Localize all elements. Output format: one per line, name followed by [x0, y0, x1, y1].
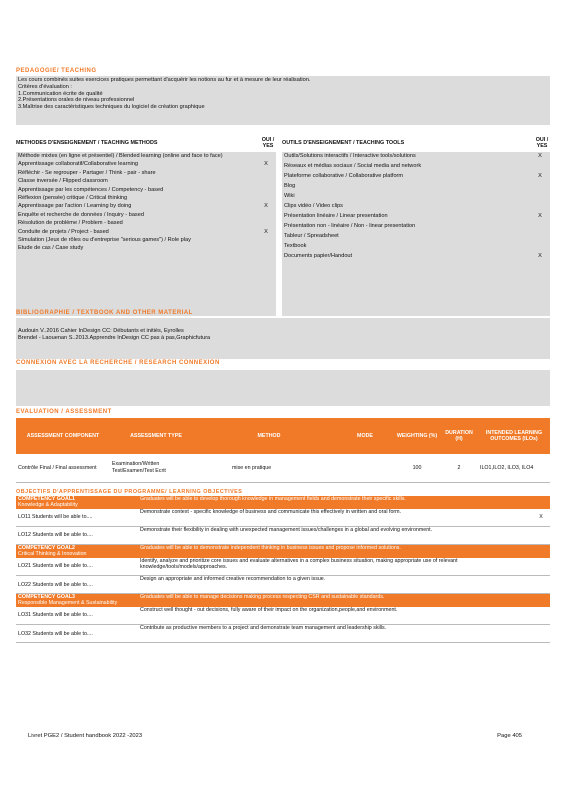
evaluation-table: [16, 418, 550, 483]
check-mark: [532, 607, 550, 625]
tools-column: [282, 134, 550, 316]
eval-method: mise en pratique: [202, 454, 336, 482]
check-mark: X: [538, 252, 542, 259]
check-mark: [258, 153, 274, 160]
tool-row: [284, 213, 548, 220]
check-mark: [532, 193, 548, 200]
tools-header-oui: OUI / YES: [535, 137, 549, 149]
check-mark: [258, 187, 274, 194]
page-footer: [28, 733, 522, 739]
method-label: Résolution de problème / Problem - based: [18, 220, 123, 227]
check-mark: [258, 170, 274, 177]
method-label: Simulation (Jeux de rôles ou d'entreprise "serious games") / Role play: [18, 236, 191, 243]
method-row: [18, 195, 274, 202]
pedagogy-text: [16, 76, 550, 125]
check-mark: [532, 183, 548, 190]
evaluation-row: [16, 454, 550, 482]
tool-label: Plateforme collaborative / Collaborative platform: [284, 172, 404, 179]
competency-goal-label: COMPETENCY GOAL1: [18, 496, 75, 502]
method-label: Etude de cas / Case study: [18, 245, 84, 252]
tools-header: [282, 134, 550, 152]
pedagogy-line: 1.Communication écrite de qualité: [18, 90, 103, 97]
check-mark: [532, 625, 550, 643]
check-mark: [258, 245, 274, 252]
learning-objective-row: [16, 509, 550, 527]
check-mark: [258, 212, 274, 219]
tool-row: [284, 253, 548, 260]
check-mark: X: [532, 509, 550, 527]
eval-header-mode: MODE: [336, 418, 394, 454]
learning-objective-text: Demonstrate their flexibility in dealing with unexpected management issues/challenges in a global and evolving environment.: [120, 527, 532, 545]
learning-objective-row: [16, 607, 550, 625]
footer-handbook: Livret PGE2 / Student handbook 2022 -2023: [28, 733, 143, 739]
tool-label: Textbook: [284, 242, 307, 249]
learning-objective-id: LO22 Students will be able to....: [16, 576, 120, 594]
bibliography-title: BIBLIOGRAPHIE / TEXTBOOK AND OTHER MATERIAL: [16, 310, 193, 316]
tool-label: Wiki: [284, 192, 295, 199]
bibliography-text: [16, 318, 550, 359]
competency-goal-name: Responsible Management & Sustainability: [18, 600, 118, 607]
method-label: Méthode mixtes (en ligne et présentiel) / Blended learning (online and face to face): [18, 153, 223, 159]
method-label: Réflexion (pensée) critique / Critical thinking: [18, 194, 128, 201]
learning-objective-id: LO21 Students will be able to....: [16, 558, 120, 576]
tools-header-label: OUTILS D'ENSEIGNEMENT / TEACHING TOOLS: [282, 140, 405, 146]
eval-component: Contrôle Final / Final assessment: [16, 454, 110, 482]
objectives-section: [16, 489, 550, 643]
pedagogy-line: 2.Présentations orales de niveau professionnel: [18, 97, 135, 104]
check-mark: X: [538, 212, 542, 219]
methods-section: [16, 134, 550, 316]
tools-list: [282, 152, 550, 316]
method-label: Enquête et recherche de données / Inquiry - based: [18, 211, 144, 218]
tool-row: [284, 223, 548, 230]
tool-row: [284, 203, 548, 210]
check-mark: X: [264, 161, 268, 168]
tool-label: Clips vidéo / Video clips: [284, 202, 343, 209]
eval-weighting: 100: [394, 454, 440, 482]
competency-goal-cell: [16, 496, 120, 509]
tool-row: [284, 163, 548, 170]
method-row: [18, 203, 274, 210]
check-mark: X: [538, 172, 542, 179]
method-label: Réfléchir - Se regrouper - Partager / Think - pair - share: [18, 169, 156, 176]
objectives-table: [16, 496, 550, 643]
competency-goal-cell: [16, 545, 120, 558]
objectives-title: OBJECTIFS D'APPRENTISSAGE DU PROGRAMME/ LEARNING OBJECTIVES: [16, 489, 243, 495]
check-mark: X: [264, 203, 268, 210]
learning-objective-text: Construct well thought - out decisions, fully aware of their impact on the organization,people,and environment.: [120, 607, 532, 625]
learning-objective-row: [16, 558, 550, 576]
eval-header-duration: DURATION (H): [440, 418, 478, 454]
tool-label: Présentation linéaire / Linear presentation: [284, 212, 388, 219]
connexion-title: CONNEXION AVEC LA RECHERCHE / RESEARCH CONNEXION: [16, 360, 220, 366]
methods-column: [16, 134, 276, 316]
learning-objective-row: [16, 625, 550, 643]
check-mark: [532, 576, 550, 594]
bibliography-line: Audouin V..2016 Cahier InDesign CC: Débutants et initiés, Eyrolles: [18, 328, 184, 334]
competency-goal-name: Knowledge & Adaptability: [18, 502, 78, 509]
eval-duration: 2: [440, 454, 478, 482]
evaluation-section: [16, 409, 550, 483]
check-mark: [532, 243, 548, 250]
methods-list: [16, 152, 276, 316]
pedagogy-line: Critères d'évaluation :: [18, 83, 72, 90]
tool-label: Blog: [284, 182, 296, 189]
competency-goal-label: COMPETENCY GOAL2: [18, 545, 75, 552]
pedagogy-line: 3.Maîtrise des caractéristiques techniques du logiciel de création graphique: [18, 104, 205, 111]
check-mark: [258, 178, 274, 185]
check-mark: X: [264, 228, 268, 235]
method-row: [18, 212, 274, 219]
pedagogy-line: Les cours combinés suites exercices pratiques permettant d'acquérir les notions au fur et à mesure de leur réalisation.: [18, 77, 311, 83]
competency-goal-description: Graduates will be able to demonstrate independent thinking in business issues and propose informed solutions.: [120, 545, 550, 558]
method-row: [18, 187, 274, 194]
learning-objective-id: LO12 Students will be able to....: [16, 527, 120, 545]
eval-mode: [336, 454, 394, 482]
method-row: [18, 245, 274, 252]
learning-objective-text: Identify, analyze and prioritize core issues and evaluate alternatives in a complex business situation, making appropriate use of relevant knowledge/tools/models/approaches.: [120, 558, 532, 576]
check-mark: [532, 558, 550, 576]
bibliography-section: [16, 310, 550, 359]
check-mark: [532, 163, 548, 170]
competency-goal-name: Critical Thinking & Innovation: [18, 551, 87, 558]
check-mark: [532, 233, 548, 240]
eval-header-component: ASSESSMENT COMPONENT: [16, 418, 110, 454]
competency-goal-row: [16, 496, 550, 509]
eval-header-method: METHOD: [202, 418, 336, 454]
method-label: Classe inversée / Flipped classroom: [18, 178, 108, 185]
method-label: Conduite de projets / Project - based: [18, 228, 109, 235]
eval-header-ilos: INTENDED LEARNING OUTCOMES (ILOs): [478, 418, 550, 454]
evaluation-title: EVALUATION / ASSESSMENT: [16, 409, 112, 415]
tool-label: Tableur / Spreadsheet: [284, 232, 339, 239]
tool-label: Documents papier/Handout: [284, 252, 353, 259]
learning-objective-id: LO11 Students will be able to....: [16, 509, 120, 527]
tool-label: Présentation non - linéaire / Non - linear presentation: [284, 222, 416, 229]
pedagogy-section: [16, 68, 550, 125]
tool-row: [284, 173, 548, 180]
tool-label: Réseaux et médias sociaux / Social media and network: [284, 162, 422, 169]
competency-goal-label: COMPETENCY GOAL3: [18, 594, 75, 601]
tool-row: [284, 153, 548, 160]
competency-goal-row: [16, 545, 550, 558]
method-row: [18, 229, 274, 236]
eval-header-weighting: WEIGHTING (%): [394, 418, 440, 454]
eval-header-type: ASSESSMENT TYPE: [110, 418, 202, 454]
methods-header-oui: OUI / YES: [261, 137, 275, 149]
tool-row: [284, 233, 548, 240]
method-row: [18, 237, 274, 244]
learning-objective-text: Design an appropriate and informed creative recommendation to a given issue.: [120, 576, 532, 594]
method-row: [18, 170, 274, 177]
method-row: [18, 220, 274, 227]
competency-goal-row: [16, 594, 550, 607]
check-mark: [258, 220, 274, 227]
method-row: [18, 178, 274, 185]
competency-goal-description: Graduates will be able to develop thorough knowledge in management fields and demonstrate their specific skills.: [120, 496, 550, 509]
method-row: [18, 153, 274, 160]
eval-ilos: ILO1,ILO2, ILO3, ILO4: [478, 454, 550, 482]
methods-header-label: METHODES D'ENSEIGNEMENT / TEACHING METHODS: [16, 140, 158, 146]
check-mark: [532, 527, 550, 545]
learning-objective-row: [16, 527, 550, 545]
tool-label: Outils/Solutions interactifs / Interactive tools/solutions: [284, 153, 416, 159]
method-row: [18, 161, 274, 168]
method-label: Apprentissage collaboratif/Collaborative learning: [18, 161, 139, 168]
learning-objective-text: Contribute as productive members to a project and demonstrate team management and leadership skills.: [120, 625, 532, 643]
check-mark: [532, 203, 548, 210]
bibliography-line: Brendel - Laouenan S..2013.Apprendre InDesign CC pas à pas,Graphicfutura: [18, 334, 211, 341]
learning-objective-text: Demonstrate context - specific knowledge of business and communicate this effectively in written and oral form.: [120, 509, 532, 527]
tool-row: [284, 193, 548, 200]
tool-row: [284, 183, 548, 190]
pedagogy-title: PEDAGOGIE/ TEACHING: [16, 68, 97, 74]
learning-objective-id: LO32 Students will be able to....: [16, 625, 120, 643]
competency-goal-description: Graduates will be able to manage decisions making process respecting CSR and sustainable standards.: [120, 594, 550, 607]
check-mark: X: [538, 153, 542, 159]
connexion-section: [16, 360, 550, 406]
connexion-box: [16, 370, 550, 406]
check-mark: [258, 195, 274, 202]
check-mark: [532, 223, 548, 230]
learning-objective-row: [16, 576, 550, 594]
methods-header: [16, 134, 276, 152]
competency-goal-cell: [16, 594, 120, 607]
method-label: Apprentissage par les compétences / Competency - based: [18, 186, 164, 193]
tool-row: [284, 243, 548, 250]
check-mark: [258, 237, 274, 244]
method-label: Apprentissage par l'action / Learning by doing: [18, 203, 132, 210]
eval-type: Examination/Written Test/Examen/Test Ecrit: [110, 454, 202, 482]
learning-objective-id: LO31 Students will be able to....: [16, 607, 120, 625]
footer-page-number: Page 405: [497, 733, 522, 739]
